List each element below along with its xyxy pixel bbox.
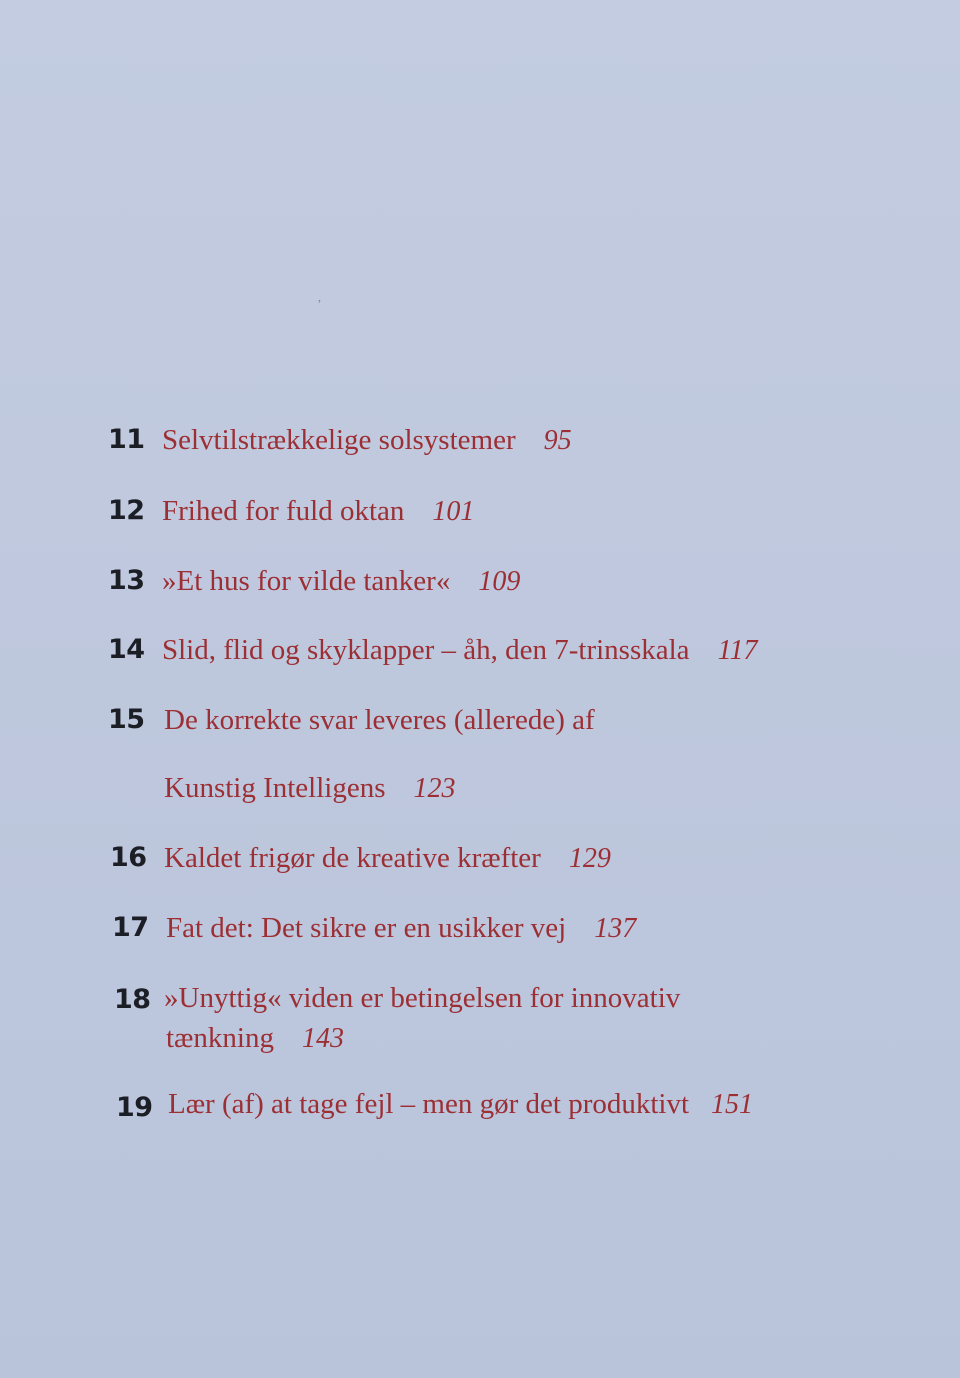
chapter-number: 16 xyxy=(110,842,147,873)
paper-speck: , xyxy=(318,290,321,304)
chapter-page-number: 109 xyxy=(478,566,521,597)
chapter-number: 13 xyxy=(108,565,145,596)
chapter-title-line xyxy=(162,424,572,457)
chapter-page-number: 95 xyxy=(543,425,572,456)
chapter-page-number: 101 xyxy=(432,496,475,527)
chapter-number: 19 xyxy=(116,1092,153,1123)
chapter-title-line xyxy=(168,1088,753,1121)
chapter-page-number: 137 xyxy=(594,913,637,944)
chapter-number: 17 xyxy=(112,912,149,943)
chapter-title-continued: tænkning xyxy=(166,1022,274,1054)
chapter-page-number: 123 xyxy=(413,773,456,804)
chapter-number: 11 xyxy=(108,424,145,455)
chapter-title-continued: Kunstig Intelligens xyxy=(164,772,386,804)
chapter-title-line xyxy=(166,912,636,945)
chapter-number: 15 xyxy=(108,704,145,735)
chapter-page-number: 129 xyxy=(568,843,611,874)
chapter-page-number: 143 xyxy=(301,1023,344,1054)
chapter-number: 18 xyxy=(114,984,151,1015)
chapter-title-line xyxy=(162,565,520,598)
chapter-title: De korrekte svar leveres (allerede) af xyxy=(164,704,595,736)
chapter-title: »Unyttig« viden er betingelsen for innovativ xyxy=(164,982,681,1014)
chapter-number: 12 xyxy=(108,495,145,526)
chapter-page-number: 117 xyxy=(717,635,758,666)
chapter-title-line xyxy=(164,772,456,805)
chapter-number: 14 xyxy=(108,634,145,665)
chapter-title: Slid, flid og skyklapper – åh, den 7-trinsskala xyxy=(162,634,690,666)
chapter-title: Fat det: Det sikre er en usikker vej xyxy=(166,912,567,944)
chapter-page-number: 151 xyxy=(711,1089,754,1120)
chapter-title: Lær (af) at tage fejl – men gør det produktivt xyxy=(168,1088,690,1120)
chapter-title: »Et hus for vilde tanker« xyxy=(162,565,451,597)
chapter-title-line xyxy=(164,842,611,875)
chapter-title: Kaldet frigør de kreative kræfter xyxy=(164,842,541,874)
chapter-title-line xyxy=(162,495,474,528)
chapter-title: Frihed for fuld oktan xyxy=(162,495,405,527)
chapter-title-line xyxy=(162,634,757,667)
chapter-title: Selvtilstrækkelige solsystemer xyxy=(162,424,516,456)
chapter-title-line xyxy=(166,1022,344,1055)
